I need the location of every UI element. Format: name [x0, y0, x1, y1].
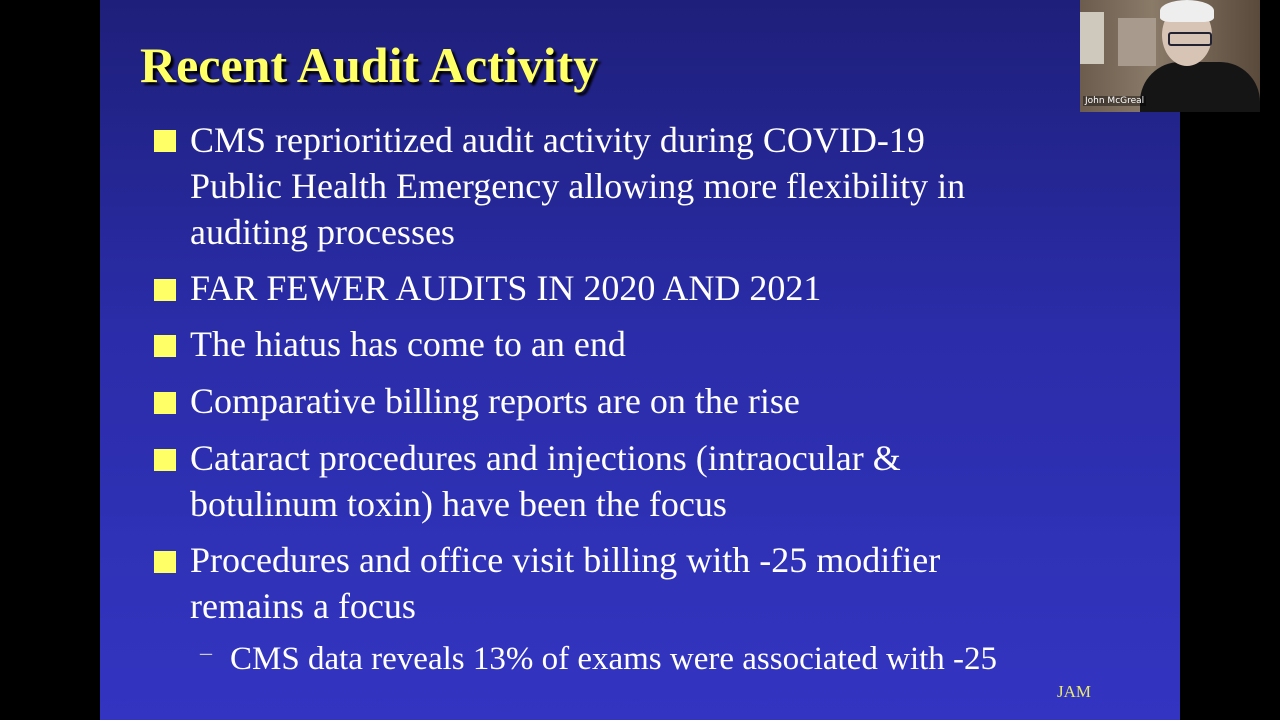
presentation-slide	[100, 0, 1180, 720]
bullet-square-icon	[154, 130, 176, 152]
bullet-line: Cataract procedures and injections (intraocular &	[190, 438, 901, 478]
bullet-square-icon	[154, 335, 176, 357]
bullet-square-icon	[154, 392, 176, 414]
bullet-line: The hiatus has come to an end	[190, 324, 626, 364]
person-body	[1140, 62, 1260, 112]
bullet-line: auditing processes	[190, 212, 455, 252]
slide-title: Recent Audit Activity	[140, 37, 599, 93]
bullet-line: CMS reprioritized audit activity during COVID-19	[190, 120, 925, 160]
bullet-line: Comparative billing reports are on the rise	[190, 381, 800, 421]
sub-bullet-dash: –	[200, 640, 212, 666]
bullet-2	[190, 265, 821, 311]
bullet-line: Procedures and office visit billing with -25 modifier	[190, 540, 941, 580]
participant-video-thumbnail[interactable]	[1080, 0, 1260, 112]
bullet-square-icon	[154, 449, 176, 471]
bullet-line: Public Health Emergency allowing more flexibility in	[190, 166, 966, 206]
bullet-square-icon	[154, 279, 176, 301]
person-hair	[1160, 0, 1214, 22]
window-blinds	[1080, 12, 1104, 64]
bullet-line: botulinum toxin) have been the focus	[190, 484, 727, 524]
participant-name: John McGreal	[1085, 96, 1145, 106]
bullet-4	[190, 378, 800, 424]
wall-poster	[1118, 18, 1156, 66]
glasses-icon	[1168, 32, 1212, 46]
footer-initials: JAM	[1057, 682, 1092, 701]
bullet-line: remains a focus	[190, 586, 416, 626]
bullet-3	[190, 321, 626, 367]
bullet-line: FAR FEWER AUDITS IN 2020 AND 2021	[190, 268, 822, 308]
bullet-square-icon	[154, 551, 176, 573]
bullet-6	[190, 537, 940, 629]
bullet-5	[190, 435, 901, 527]
sub-bullet: CMS data reveals 13% of exams were associated with -25	[230, 641, 998, 677]
bullet-1	[190, 117, 965, 255]
